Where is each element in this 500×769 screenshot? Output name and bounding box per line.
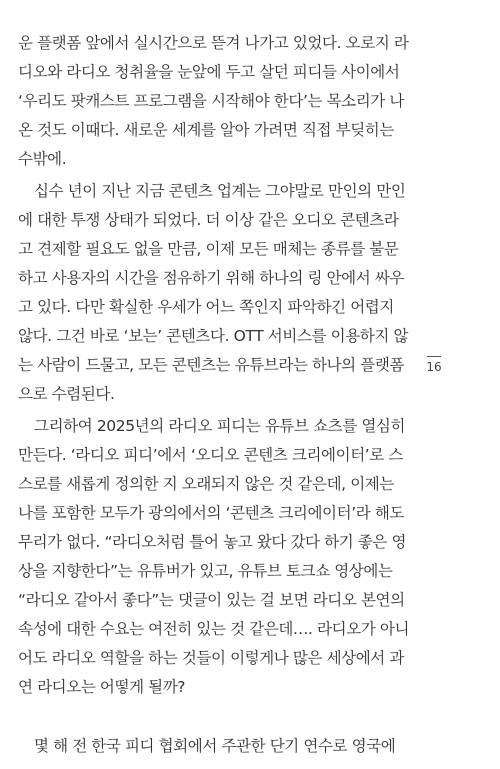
text-line: 온 것도 이때다. 새로운 세계를 알아 가려면 직접 부딪히는 [18, 121, 394, 139]
text-line: 상을 지향한다”는 유튜버가 있고, 유튜브 토크쇼 영상에는 [18, 562, 393, 580]
page-number [423, 356, 445, 374]
paragraph-first-line: 십수 년이 지난 지금 콘텐츠 업계는 그야말로 만인의 만인 [34, 182, 406, 200]
page-number-rule [427, 356, 441, 357]
paragraph-first-line: 몇 해 전 한국 피디 협회에서 주관한 단기 연수로 영국에 [34, 737, 396, 755]
text-line: 않다. 그건 바로 ‘보는’ 콘텐츠다. OTT 서비스를 이용하지 않 [18, 327, 409, 345]
text-line: 는 사람이 드물고, 모든 콘텐츠는 유튜브라는 하나의 플랫폼 [18, 356, 404, 374]
paragraph-first-line: 그리하여 2025년의 라디오 피디는 유튜브 쇼츠를 열심히 [34, 417, 406, 435]
text-line: 어도 라디오 역할을 하는 것들이 이렇게나 많은 세상에서 과 [18, 649, 404, 667]
text-line: 디오와 라디오 청취율을 눈앞에 두고 살던 피디들 사이에서 [18, 63, 400, 81]
text-line: 고 견제할 필요도 없을 만큼, 이제 모든 매체는 종류를 불문 [18, 240, 399, 258]
text-line: 스로를 새롭게 정의한 지 오래되지 않은 것 같은데, 이제는 [18, 475, 394, 493]
text-line: 무리가 없다. “라디오처럼 틀어 놓고 왔다 갔다 하기 좋은 영 [18, 533, 407, 551]
text-line: 으로 수렴된다. [18, 385, 115, 403]
page-number-text: 16 [426, 360, 442, 374]
text-line: 연 라디오는 어떻게 될까? [18, 678, 186, 696]
text-line: 고 있다. 다만 확실한 우세가 어느 쪽인지 파악하긴 어렵지 [18, 298, 394, 316]
text-line: 나를 포함한 모두가 광의에서의 ‘콘텐츠 크리에이터’라 해도 [18, 504, 404, 522]
text-line: ‘우리도 팟캐스트 프로그램을 시작해야 한다’는 목소리가 나 [18, 92, 404, 110]
text-line: 운 플랫폼 앞에서 실시간으로 뜯겨 나가고 있었다. 오로지 라 [18, 34, 409, 52]
text-line: 수밖에. [18, 150, 67, 168]
text-line: 만든다. ‘라디오 피디’에서 ‘오디오 콘텐츠 크리에이터’로 스 [18, 446, 403, 464]
text-line: “라디오 같아서 좋다”는 댓글이 있는 걸 보면 라디오 본연의 [18, 591, 405, 609]
text-line: 하고 사용자의 시간을 점유하기 위해 하나의 링 안에서 싸우 [18, 269, 404, 287]
text-line: 에 대한 투쟁 상태가 되었다. 더 이상 같은 오디오 콘텐츠라 [18, 211, 399, 229]
text-line: 속성에 대한 수요는 여전히 있는 것 같은데…. 라디오가 아니 [18, 620, 410, 638]
